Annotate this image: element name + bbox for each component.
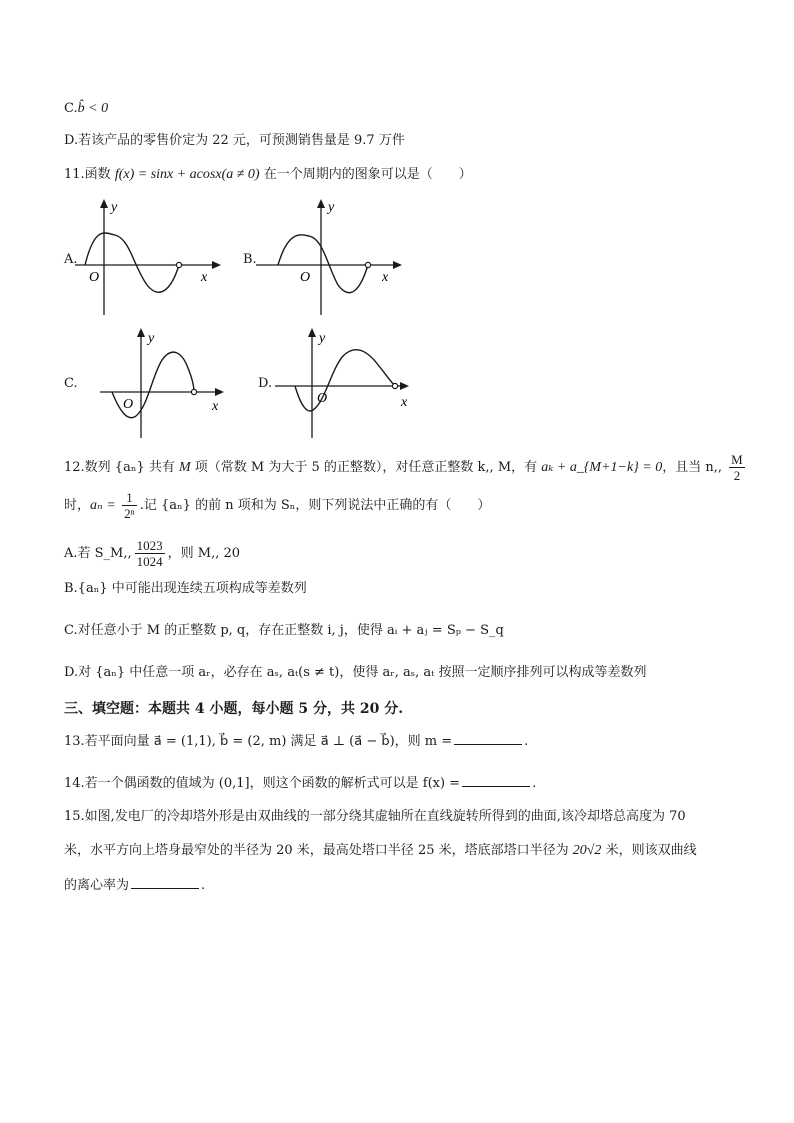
y-axis-label: y — [148, 331, 155, 346]
y-axis-arrow-icon — [308, 328, 316, 337]
q14-answer-blank[interactable] — [462, 774, 530, 787]
q15-line3: 的离心率为 . — [64, 878, 206, 893]
q12-option-a: A.若 S_M,, $\frac{1023}{1024}$ ，则 M,, 20 — [64, 538, 241, 569]
origin-label: O — [317, 391, 328, 406]
q14-question: 14.若一个偶函数的值域为 (0,1]，则这个函数的解析式可以是 f(x) = . — [64, 776, 537, 791]
y-axis-arrow-icon — [317, 199, 325, 208]
q15-radius-math: 20√2 — [572, 843, 602, 858]
q11-graph-b — [256, 195, 406, 320]
open-endpoint-icon — [365, 262, 370, 267]
q11-graph-d — [275, 320, 425, 442]
open-endpoint-icon — [191, 389, 196, 394]
q12-stem-line2: 时，aₙ = $\frac{1}{\text{2ⁿ}}$ .记 {aₙ} 的前 n 项和为 Sₙ，则下列说法中正确的有（ ） — [64, 490, 491, 521]
section-3-heading: 三、填空题：本题共 4 小题，每小题 5 分，共 20 分. — [64, 701, 404, 717]
origin-label: O — [123, 397, 134, 412]
q11-label-b: B. — [243, 252, 257, 267]
q12-fraction-m-over-2: $\frac{M}{2}$ — [731, 452, 743, 483]
q12-option-d: D.对 {aₙ} 中任意一项 aᵣ，必存在 aₛ, aₜ(s ≠ t)，使得 aᵣ, aₛ, aₜ 按照一定顺序排列可以构成等差数列 — [64, 665, 647, 680]
q12-fraction-1-over-2n: $\frac{1}{\text{2ⁿ}}$ — [124, 490, 135, 521]
x-axis-arrow-icon — [400, 382, 409, 390]
x-axis-arrow-icon — [393, 261, 402, 269]
x-axis-label: x — [382, 270, 389, 285]
y-axis-label: y — [111, 200, 118, 215]
q11-label-d: D. — [258, 376, 273, 391]
q15-line1: 15.如图,发电厂的冷却塔外形是由双曲线的一部分绕其虚轴所在直线旋转所得到的曲面,该冷却塔总高度为 70 — [64, 809, 686, 824]
q12-stem-line1: 12.数列 {aₙ} 共有 M 项（常数 M 为大于 5 的正整数），对任意正整数 k,, M，有 aₖ + a_{M+1−k} = 0，且当 n,, $\frac{M}{2}$ — [64, 452, 743, 483]
q13-question: 13.若平面向量 a⃗ = (1,1), b⃗ = (2, m) 满足 a⃗ ⊥ (a⃗ − b⃗)，则 m = . — [64, 734, 529, 749]
q12-condition-math: aₖ + a_{M+1−k} = 0 — [541, 460, 663, 475]
y-axis-label: y — [328, 200, 335, 215]
x-axis-label: x — [212, 399, 219, 414]
sine-curve — [278, 235, 368, 293]
q10-option-c-math: b̂ < 0 — [77, 101, 109, 116]
open-endpoint-icon — [392, 383, 397, 388]
q11-label-a: A. — [64, 252, 78, 267]
sine-curve — [295, 350, 395, 411]
q11-stem: 11.函数 f(x) = sinx + acosx(a ≠ 0) 在一个周期内的图象可以是（ ） — [64, 167, 472, 182]
y-axis-arrow-icon — [100, 199, 108, 208]
q12-fraction-1023-over-1024: $\frac{1023}{1024}$ — [136, 538, 163, 569]
q11-function-expression: f(x) = sinx + acosx(a ≠ 0) — [114, 167, 260, 182]
origin-label: O — [89, 270, 100, 285]
y-axis-arrow-icon — [137, 328, 145, 337]
x-axis-label: x — [401, 395, 408, 410]
q15-line2: 米，水平方向上塔身最窄处的半径为 20 米，最高处塔口半径 25 米，塔底部塔口半径为 20√2 米，则该双曲线 — [64, 843, 697, 858]
q10-option-c: C.b̂ < 0 — [64, 101, 109, 116]
x-axis-arrow-icon — [212, 261, 221, 269]
q11-graph-c — [100, 320, 240, 442]
q11-label-c: C. — [64, 376, 78, 391]
y-axis-label: y — [319, 331, 326, 346]
q12-option-b: B.{aₙ} 中可能出现连续五项构成等差数列 — [64, 581, 307, 596]
q11-graph-a — [75, 195, 225, 320]
open-endpoint-icon — [176, 262, 181, 267]
x-axis-label: x — [201, 270, 208, 285]
origin-label: O — [300, 270, 311, 285]
q13-answer-blank[interactable] — [454, 732, 522, 745]
q12-option-c: C.对任意小于 M 的正整数 p, q，存在正整数 i, j，使得 aᵢ + aⱼ = Sₚ − S_q — [64, 623, 504, 638]
q15-answer-blank[interactable] — [131, 876, 199, 889]
x-axis-arrow-icon — [215, 388, 224, 396]
q10-option-d: D.若该产品的零售价定为 22 元，可预测销售量是 9.7 万件 — [64, 133, 405, 148]
